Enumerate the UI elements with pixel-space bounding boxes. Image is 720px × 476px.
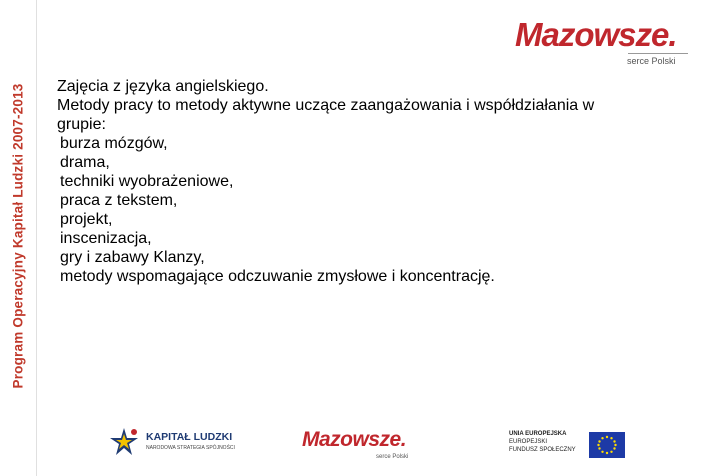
content-line: grupie: — [57, 116, 106, 133]
content-line: Metody pracy to metody aktywne uczące zaangażowania i współdziałania w — [57, 97, 595, 114]
mazowsze-logo-text: Mazowsze. — [515, 16, 677, 53]
mazowsze-logo — [515, 16, 695, 64]
eu-line-3: FUNDUSZ SPOŁECZNY — [509, 447, 576, 453]
eu-line-1: UNIA EUROPEJSKA — [509, 431, 567, 437]
method-item: burza mózgów, — [60, 135, 168, 152]
method-item: techniki wyobrażeniowe, — [60, 173, 234, 190]
method-item: metody wspomagające odczuwanie zmysłowe i koncentrację. — [60, 268, 495, 285]
mazowsze-logo-tagline: serce Polski — [627, 56, 676, 66]
eu-line-2: EUROPEJSKI — [509, 439, 548, 445]
side-banner-text: Program Operacyjny Kapitał Ludzki 2007-2013 — [10, 83, 26, 389]
content-line: Zajęcia z języka angielskiego. — [57, 78, 269, 95]
method-item: projekt, — [60, 211, 113, 228]
method-item: praca z tekstem, — [60, 192, 178, 209]
mazowsze-footer-tagline: serce Polski — [376, 454, 409, 460]
method-item: inscenizacja, — [60, 230, 152, 247]
eu-logo-text — [509, 430, 579, 454]
eu-logo — [509, 430, 629, 470]
kapital-ludzki-logo — [106, 425, 256, 465]
kapital-ludzki-title: KAPITAŁ LUDZKI — [146, 431, 233, 443]
kapital-ludzki-star-icon — [106, 425, 142, 461]
slide-content — [57, 77, 697, 286]
method-item: gry i zabawy Klanzy, — [60, 249, 205, 266]
mazowsze-footer-text: Mazowsze. — [302, 428, 407, 451]
mazowsze-footer-logo — [302, 428, 422, 468]
kapital-ludzki-subtitle: NARODOWA STRATEGIA SPÓJNOŚCI — [146, 445, 235, 451]
method-item: drama, — [60, 154, 110, 171]
eu-flag-icon — [589, 432, 625, 458]
side-banner — [0, 0, 37, 476]
footer-logos — [36, 420, 720, 476]
logo-underline — [628, 53, 688, 54]
